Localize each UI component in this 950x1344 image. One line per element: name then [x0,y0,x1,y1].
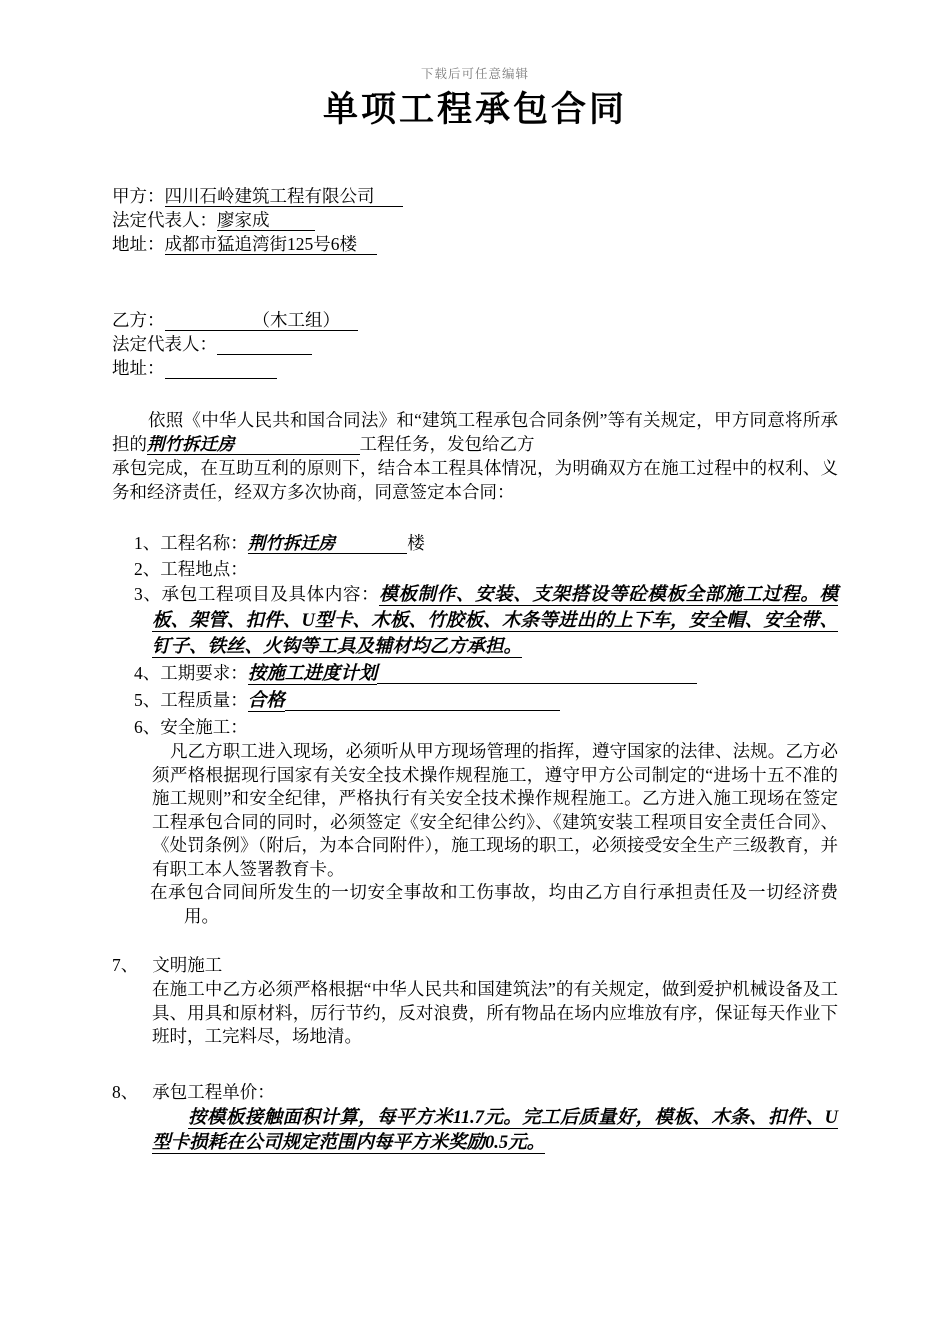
party-a-addr-label: 地址： [112,234,165,254]
contract-item-8 [112,1079,838,1105]
item3-number: 3、 [134,584,162,604]
item4-blank [377,665,697,684]
item8-seg3: 元。 [508,1133,546,1153]
item5-number: 5、 [134,690,161,710]
party-b-addr-label: 地址： [112,358,165,378]
item6-number: 6、 [134,717,161,737]
item7-number: 7、 [112,955,139,975]
party-a-rep-label: 法定代表人： [112,210,217,230]
item5-value: 合格 [247,691,285,711]
item2-number: 2、 [134,559,161,579]
item8-seg1: 按模板接触面积计算，每平方米 [188,1107,453,1128]
contract-item-5 [134,687,838,714]
party-b-label: 乙方： [112,310,165,330]
party-b-name-blank [165,312,253,331]
party-a-addr-blank [357,236,377,255]
item8-label: 承包工程单价： [152,1081,275,1102]
page-title: 单项工程承包合同 [322,90,627,129]
contract-item-2 [134,556,838,582]
preamble-part3: 承包完成，在互助互利的原则下，结合本工程具体情况，为明确双方在施工过程中的权利、义务和经济责任，经双方多次协商，同意签定本合同： [112,458,838,502]
party-a-rep-line [112,208,838,232]
item8-number: 8、 [112,1081,139,1102]
item1-value: 荆竹拆迁房 [247,533,336,553]
party-a-addr: 成都市猛追湾街125号6楼 [164,234,357,254]
contract-item-4 [134,660,838,687]
contract-item-3 [134,582,838,660]
item7-paragraph: 在施工中乙方必须严格根据“中华人民共和国建筑法”的有关规定，做到爱护机械设备及工具、用具和原材料，厉行节约，反对浪费，所有物品在场内应堆放有序，保证每天作业下班时，工完料尽，场地清。 [152,979,838,1046]
item6-label: 安全施工： [160,717,248,737]
contract-items [112,530,838,1156]
preamble-paragraph [112,408,838,504]
party-a-label: 甲方： [112,186,165,206]
party-b-block [112,308,838,380]
item2-label: 工程地点： [160,559,248,579]
party-b-group: （木工组） [252,310,340,330]
preamble-blank [235,436,360,455]
item8-content [152,1108,838,1155]
party-b-addr-line [112,356,838,380]
item1-blank [335,535,407,554]
party-a-name-blank [375,188,403,207]
party-b-name-blank-2 [340,312,358,331]
preamble-project-name: 荆竹拆迁房 [147,434,235,454]
item8-num2: 0.5 [485,1133,509,1153]
item1-label: 工程名称： [160,533,248,553]
item8-paragraph [152,1105,838,1156]
preamble-part2: 工程任务，发包给乙方 [359,434,535,454]
item8-num1: 11.7 [452,1107,484,1128]
item8-seg2: 元。完工后质量好，模板、木条、扣件、U型卡损耗在公司规定范围内每平方米奖励 [152,1107,838,1153]
party-a-name: 四川石岭建筑工程有限公司 [164,186,375,206]
party-b-addr-blank [165,360,277,379]
party-a-addr-line [112,232,838,256]
item6-paragraph-1: 凡乙方职工进入现场，必须听从甲方现场管理的指挥，遵守国家的法律、法规。乙方必须严格根据现行国家有关安全技术操作规程施工，遵守甲方公司制定的“进场十五不准的施工规则”和安全纪律，严格执行有关安全技术操作规程施工。乙方进入施工现场在签定工程承包合同的同时，必须签定《安全纪律公约》、《建筑安装工程项目安全责任合同》、《处罚条例》（附后，为本合同附件），施工现场的职工，必须接受安全生产三级教育，并有职工本人签署教育卡。 [152,741,838,879]
contract-item-1 [134,530,838,556]
party-b-line [112,308,838,332]
item4-label: 工期要求： [160,663,248,683]
party-b-rep-label: 法定代表人： [112,334,217,354]
item5-blank [285,692,560,711]
item3-content: 模板制作、安装、支架搭设等砼模板全部施工过程。模板、架管、扣件、U型卡、木板、竹胶板、木条等进出的上下车，安全帽、安全带、钉子、铁丝、火钩等工具及辅材均乙方承担。 [152,585,839,657]
party-a-rep-name: 廖家成 [217,210,270,230]
contract-item-6 [134,714,838,740]
item5-label: 工程质量： [160,690,248,710]
preamble-part1: 依照《中华人民共和国合同法》和“建筑工程承包合同条例”等有关规定，甲方同意将所承担的 [112,410,838,454]
item1-number: 1、 [134,533,161,553]
item7-label: 文明施工 [152,955,223,975]
item1-suffix: 楼 [407,533,425,553]
party-a-line [112,184,838,208]
item6-paragraph-2: 在承包合同间所发生的一切安全事故和工伤事故，均由乙方自行承担责任及一切经济费用。 [150,882,838,926]
item3-label: 承包工程项目及具体内容： [161,584,380,604]
party-a-rep-blank [270,212,315,231]
party-b-rep-blank [217,336,312,355]
party-a-block [112,184,838,256]
item4-value: 按施工进度计划 [247,664,378,684]
item4-number: 4、 [134,663,161,683]
contract-item-7 [112,952,838,978]
party-b-rep-line [112,332,838,356]
edit-notice: 下载后可任意编辑 [420,67,529,81]
